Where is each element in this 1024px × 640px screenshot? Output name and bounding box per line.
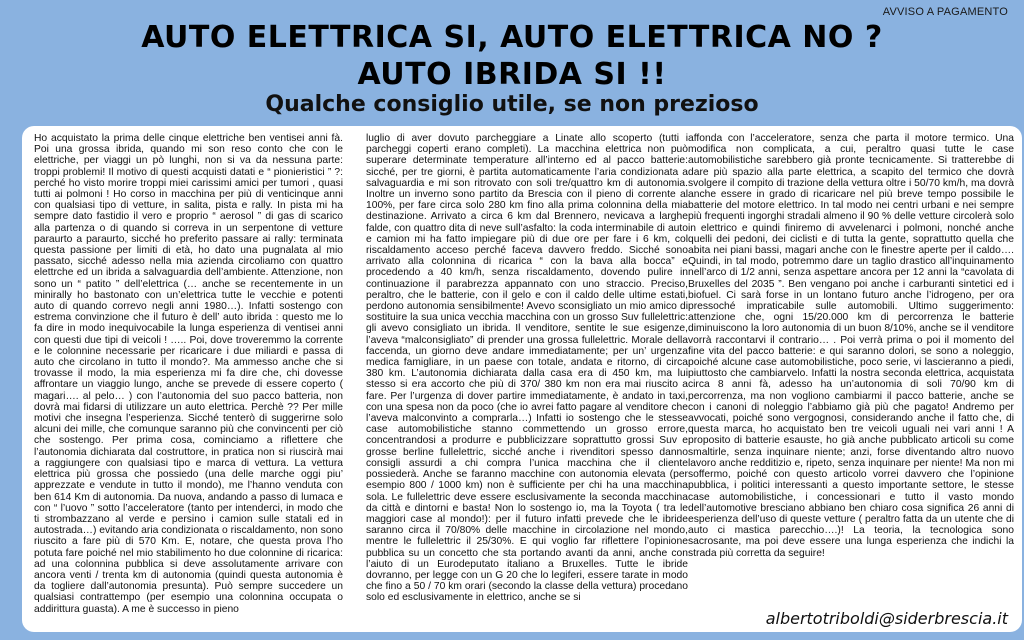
paid-notice-label: AVVISO A PAGAMENTO	[882, 6, 1008, 18]
headline-line-2: AUTO IBRIDA SI !!	[357, 57, 667, 92]
headline-line-1: AUTO ELETTRICA SI, AUTO ELETTRICA NO ?	[141, 20, 883, 55]
article-column-2	[366, 133, 688, 604]
article-panel	[22, 126, 1022, 632]
column-1-text: Ho acquistato la prima delle cinque elettriche ben ventisei anni fà. Poi una grossa ibrida, quando mi son reso conto che con le elettriche, per viaggi un pò lunghi, non si va da nessuna parte: troppi problemi! Il motivo di questi acquisti datati e “ pionieristici ” ?: perché ho visto morire troppi miei carissimi amici per tumori , quasi tutti ai polmoni ! Ho corso in macchina per più di venticinque anni con qualsiasi tipo di vetture, in salita, pista e rally. In pista mi ha sempre dato fastidio il vero e proprio “ aerosol ” di gas di scarico alla partenza o di quando si correva in un serpentone di vetture paraurto a paraurto, sicché ho preferito passare ai rally: terminata questa passione per limiti di età, ho dato una pugnalata al mio passato, sicché adesso nella mia azienda circoliamo con quattro elettrche ed un ibrida a salvaguardia dell’ambiente. Attenzione, non sono un “ patito ” dell’elettrica (… anche se recentemente in un minirally ho bastonato con un’elettrica tutte le vecchie e potenti auto di quando correvo negli anni 1980…). Infatti sostengo con estrema convinzione che il futuro è dell’ auto ibrida : questo me lo fa dire in modo inequivocabile la lunga esperienza di ventisei anni con questi due tipi di veicoli ! ….. Poi, dove troveremmo la corrente e le colonnine necessarie per ricaricare i due miliardi e passa di auto che circolano in tutto il mondo?. Ma ammesso anche che si trovasse il modo, la mia esperienza mi fa dire che, chi dovesse affrontare un viaggio lungo, anche se prevede di essere coperto ( magari…. al pelo… ) con l’autonomia del suo pacco batteria, non dovrà mai fidarsi di utilizzare un auto elettrica. Perchè ?? Per mille motivi che insegna l’esperienza. Sicché tenterò di suggerirne solo alcuni dei mille, che comunque saranno più che convincenti per ciò che sostengo. Per prima cosa, cominciamo a riflettere che l’autonomia dichiarata dal costruttore, in pratica non si riuscirà mai a raggiungere con qualsiasi tipo e marca di vettura. La vettura elettrica più grossa che possiedo (una delle marche oggi piu’ apprezzate e vendute in tutto il mondo), me l’hanno venduta con ben 614 Km di autonomia. Da nuova, andando a passo di lumaca e con “ l’uovo ” sotto l’acceleratore (tanto per intenderci, in modo che ti strombazzano al verde e persino i camion sulle statali ed in autostrada…) evitando aria condizionata o riscaldamento, non sono riuscito a fare più di 570 Km. E, notare, che questa prova l’ho potuta fare poiché nel mio stabilimento ho due colonnine di ricarica: ad una colonnina pubblica si deve assolutamente arrivare con ancora venti / trenta km di autonomia (quindi questa autonomia è da togliere dall’autonomia presunta). Può sempre succedere un qualsiasi contrattempo (per esempio una colonnina occupata o addirittura guasta). A me è successo in pieno	[34, 133, 343, 615]
article-column-1	[34, 133, 343, 615]
author-email-signature: albertotriboldi@siderbrescia.it	[765, 609, 1008, 628]
subtitle: Qualche consiglio utile, se non prezioso	[265, 92, 759, 117]
column-3-text: affonda con l’acceleratore, senza che parta il motore termico. Una modifica non complicata, a cui, peraltro quasi tutte le case automobilistiche sarebbero già pronte tecnicamente. Si tratterebbe di dare più spazio alla parte elettrica, a scapito del termico che dovrà svolgere il compito di trazione della vettura oltre i 50/70 km/h, ma dovrà anche essere in grado di ricaricare nel più breve tempo possibile le batterie del motore elettrico. In tal modo nei centri urbani e nei sempre più frequenti ingorghi stradali almeno il 90 % delle vetture circolerà solo in elettrico e quindi finiremo di avvelenarci i polmoni, nonché anche quelli dei pedoni, dei ciclisti e di tutta la gente, soprattutto quella che abita nei piani bassi, magari anche con le finestre aperte per il caldo…. Quindi, in tal modo, potremmo dare un taglio drastico all’inquinamento nell’arco di 1/2 anni, senza aspettare ancora per 12 anni la “cavolata di Bruxelles del 2035 ”. Ben vengano poi anche i carburanti sintetici ed i biofuel. Ci sarà forse in un lontano futuro anche l’idrogeno, per ora pressoché impraticabile sulle automobili. Ultimo suggerimento: attenzione che, ogni 15/20.000 km di percorrenza le batterie diminuiscono la loro autonomia di un buon 8/10%, anche se il venditore vorrà raccontarvi il contrario… . Poi verrà prima o poi il momento del fine vita del pacco batterie: e qui saranno dolori, se sono a noleggio, poiché alcune case automobilistiche, poco serie, vi lascieranno a piedi, piuttosto che cambiarvelo. Infatti la nostra seconda elettrica, acquistata circa 8 anni fà, adesso ha un’autonomia di soli 70/90 km di percorrenza, ma non vogliono cambiarmi il pacco batterie, anche se con i canoni di noleggio l’abbiamo già più che pagato! Andremo per avvocati, poiché sono vergognosi, considerando anche il fatto che, di questa marca, ho acquistato ben tre veicoli uguali nei vari anni ! A proposito di batterie esauste, ho già anche pubblicato articoli su come smaltirle, senza inquinare niente; anzi, forse diventando altro nuovo lavoro anche redditizio e, ripeto, senza inquinare per niente! Ma non mi soffermo, poiché con questo articolo vorrei davvero che l’opinione pubblica, i politici interessanti a questo importante settore, le stesse case automobilistiche, i concessionari e tutto il vasto mondo dell’automotive bresciano abbiano ben chiaro cosa significa 26 anni di esperienza dell’uso di queste vetture ( peraltro fatta da un utente che di auto ci mastica parecchio….)! La teoria, la tecnologica sono sacrosante, ma poi deve essere una lunga esperienza che indichi la strada più corretta da seguire!	[688, 133, 1014, 559]
article-column-3	[688, 133, 1014, 559]
column-2-text: luglio di aver dovuto parcheggiare a Linate allo scoperto (tutti i parcheggi coperti erano completi). La macchina elettrica non può superare determinate temperature all’interno ed al pacco batterie: sicché, per tre giorni, è partita automaticamente l’aria condizionata a salvaguardia e mi son ritrovato con soli tre/quattro km di autonomia. Inoltre un inverno sono partito da Brescia con il pieno di corrente al 100%, per fare circa solo 280 km fino alla prima colonnina della mia destinazione. Arrivato a circa 6 km dal Brennero, nevicava a larghe falde, con quattro dita di neve sull’asfalto: la coda interminabile di auto e camion mi ha fatto impiegare più di due ore per fare i 6 km, col riscaldamento acceso perché faceva davvero freddo. Sicché sono arrivato alla colonnina di ricarica “ con la bava alla bocca” e procedendo a 40 km/h, senza riscaldamento, dovendo pulire in continuazione il parabrezza appannato con uno straccio. Preciso, peraltro, che le batterie, con il gelo e con il caldo delle ultime estati, perdono autonomia sensibilmente! Avevo sconsigliato un mio amico di sostituire la sua unica vecchia macchina con un grosso Suv fullelettric: gli avevo consigliato un ibrida. Il venditore, sentite le sue esigenze, l’aveva “malconsigliato” di prender una grossa fullelettric. Morale della faccenda, un giorno deve andare immediatamente; per un’ urgenza medica famigliare, in un paese con totale, andata e ritorno, di circa 380 km. L’autonomia dichiarata dalla casa era di 450 km, ma lui stesso si era accorto che più di 370/ 380 km non era mai riuscito a fare. Per l’urgenza di dover partire immediatamente, è andato in taxi, con una spesa non da poco (che io avrei fatto pagare al venditore che l’aveva malconvinto a comprarla…) Infatti io sostengo che le stesse case automobilistiche stanno commettendo un grosso errore, concentrandosi a produrre e pubblicizzare soprattutto grossi Suv e grosse berline fullelettric, sicché anche i rivenditori spesso danno consigli assurdi a chi compra l’unica macchina che il cliente possiederà. Anche se faranno macchine con autonomia elevata (per esempio 800 / 1000 km) non è sufficiente per chi ha una macchina sola. Le fullelettric deve essere esclusivamente la seconda macchina da città e dintorni e basta! Non lo sostengo io, ma la Toyota ( tra le maggiori case al mondo!): per il futuro infatti prevede che le ibride saranno circa il 70/80% delle macchine in circolazione nel mondo, mentre le fullelettric il 25/30%. E qui voglio far riflettere l’opinione pubblica su un concetto che sta portando avanti da anni, anche con l’aiuto di un Eurodeputato italiano a Bruxelles. Tutte le ibride dovranno, per legge con un G 20 che lo legiferi, essere tarate in modo che fino a 50 / 70 km orari (secondo la classe della vettura) procedano solo ed esclusivamente in elettrico, anche se si	[366, 133, 688, 604]
